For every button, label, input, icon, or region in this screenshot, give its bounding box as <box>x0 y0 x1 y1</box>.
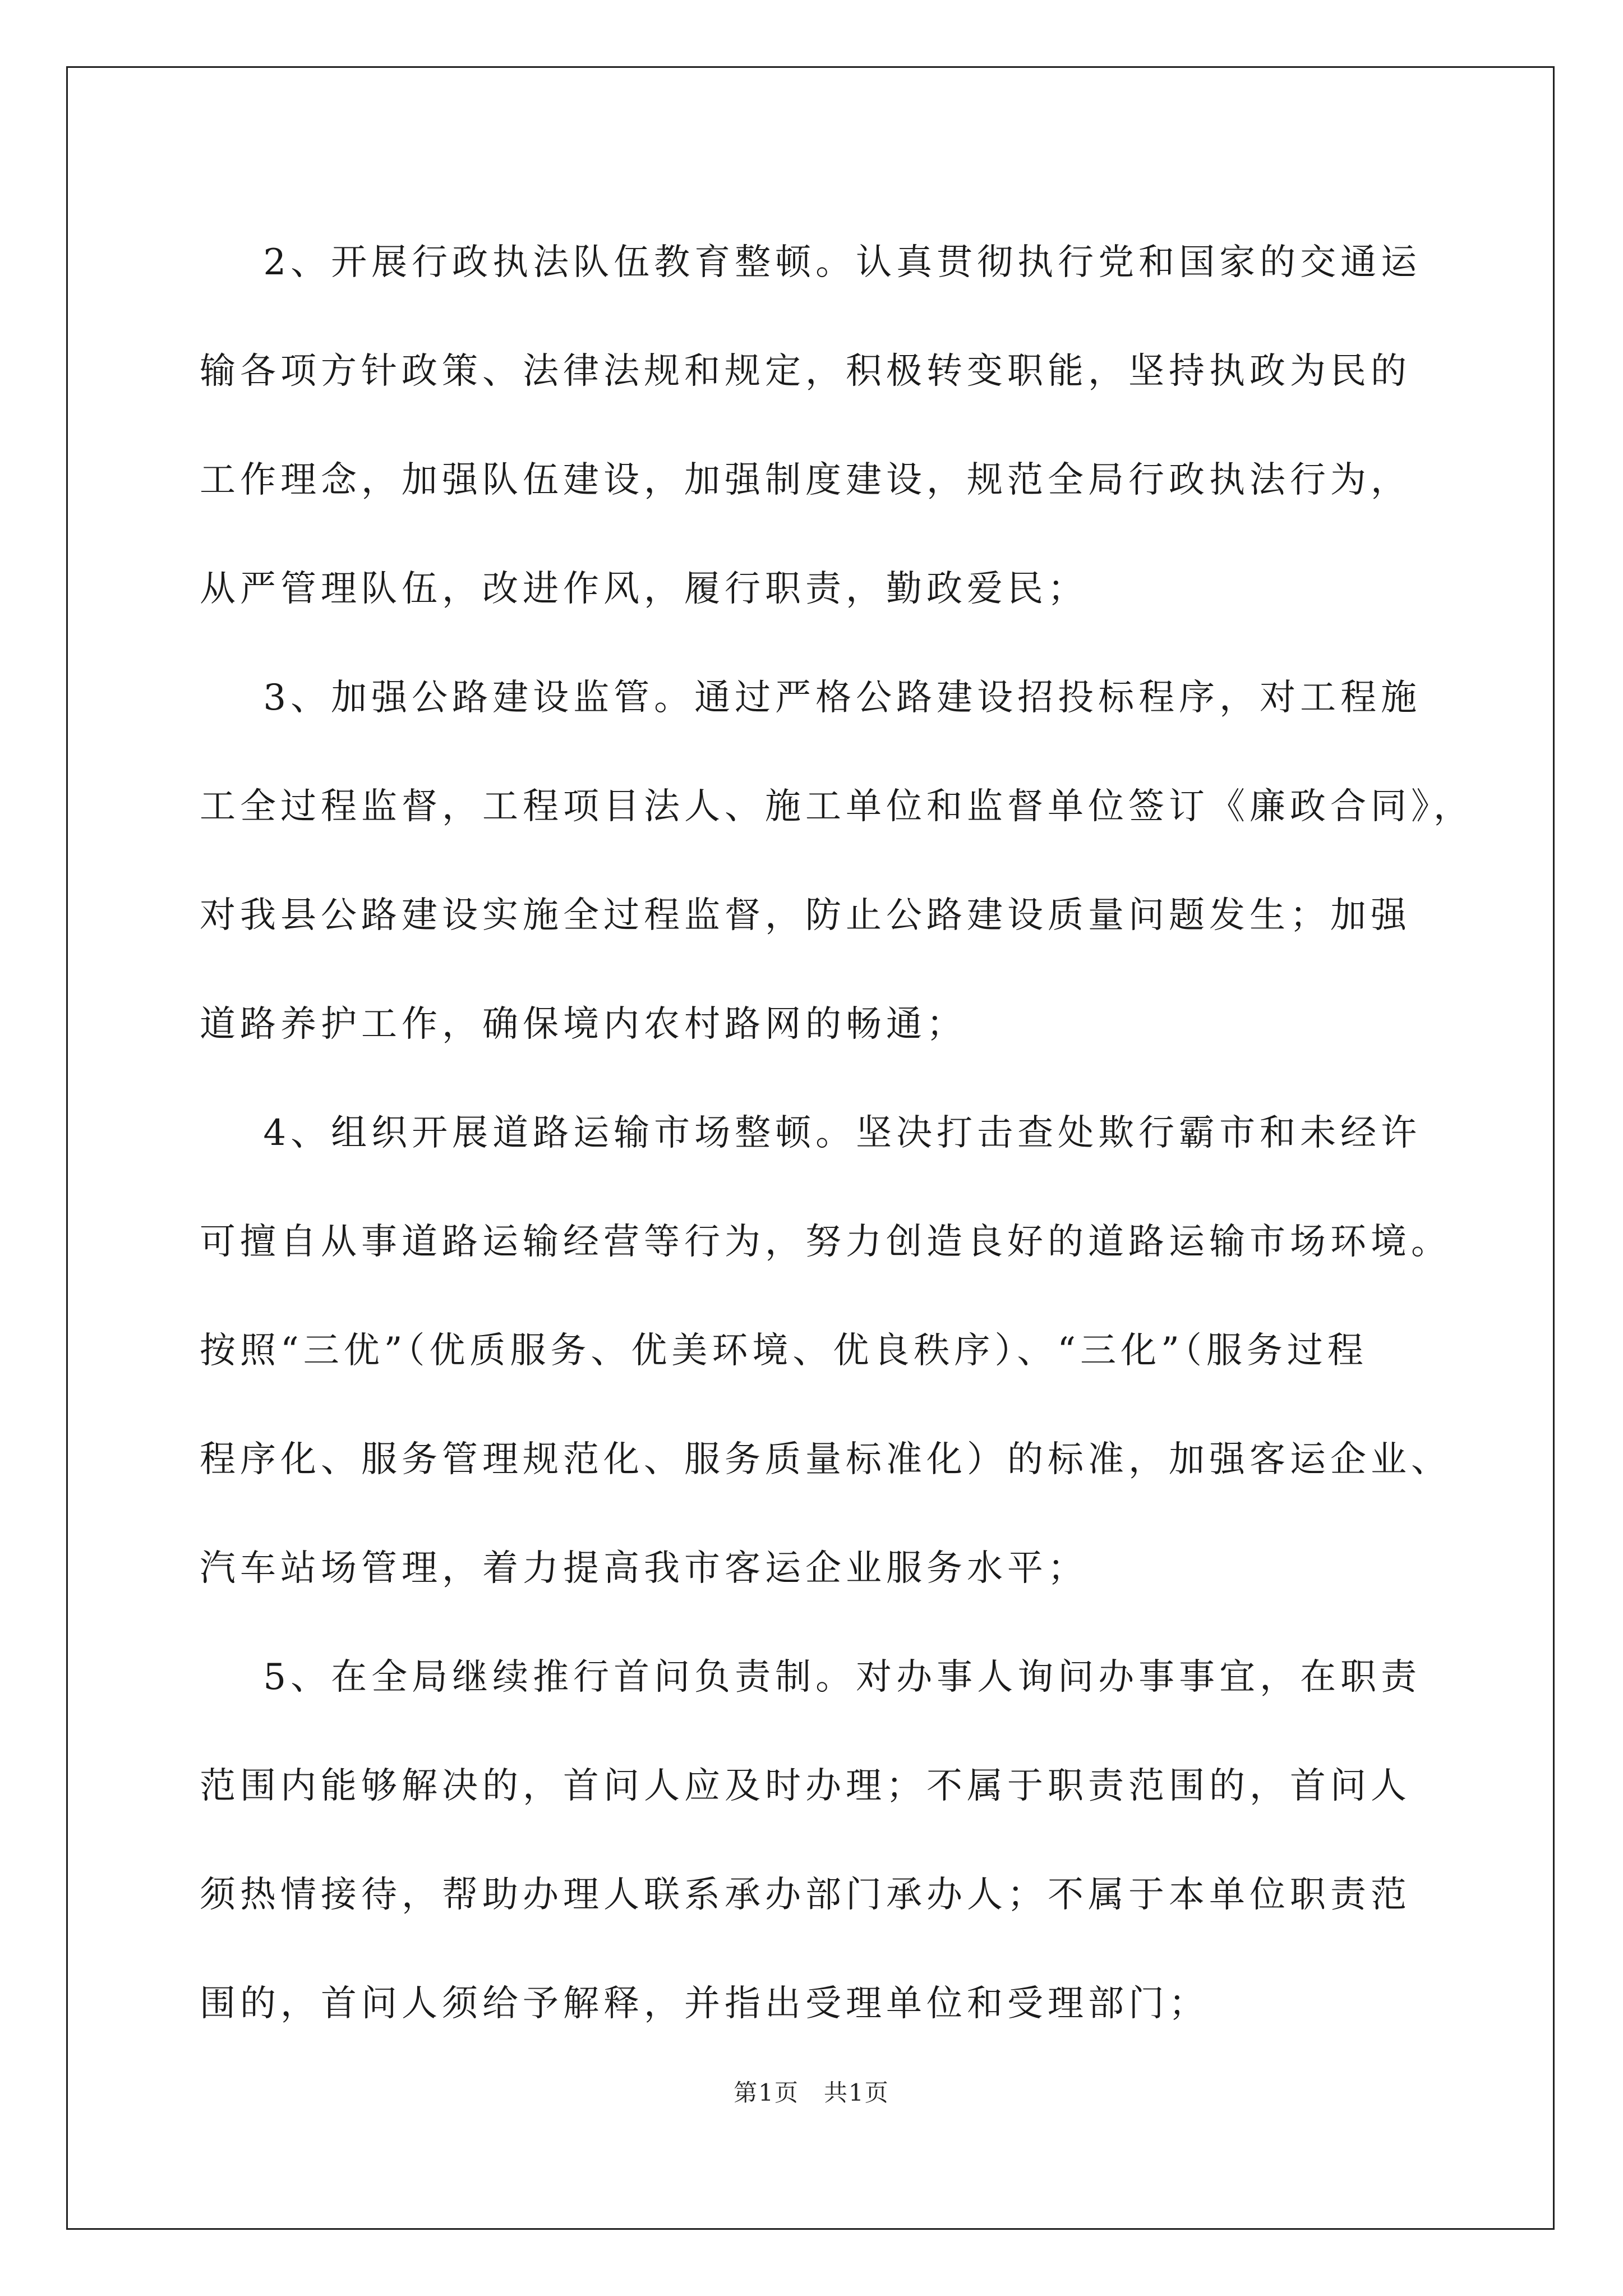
text-line: 汽车站场管理，着力提高我市客运企业服务水平； <box>200 1548 1088 1589</box>
text-line: 程序化、服务管理规范化、服务质量标准化）的标准，加强客运企业、 <box>200 1439 1451 1480</box>
text-line: 5、在全局继续推行首问负责制。对办事人询问办事事宜，在职责 <box>200 1657 1422 1698</box>
text-line: 对我县公路建设实施全过程监督，防止公路建设质量问题发生；加强 <box>200 895 1411 936</box>
text-line: 输各项方针政策、法律法规和规定，积极转变职能，坚持执政为民的 <box>200 351 1411 392</box>
text-line: 从严管理队伍，改进作风，履行职责，勤政爱民； <box>200 568 1088 610</box>
text-line: 工作理念，加强队伍建设，加强制度建设，规范全局行政执法行为， <box>200 459 1411 501</box>
page-footer <box>0 2074 1623 2108</box>
text-line: 3、加强公路建设监管。通过严格公路建设招投标程序，对工程施 <box>200 677 1422 719</box>
document-body <box>200 208 1484 2058</box>
text-line: 道路养护工作，确保境内农村路网的畅通； <box>200 1004 967 1045</box>
text-line: 4、组织开展道路运输市场整顿。坚决打击查处欺行霸市和未经许 <box>200 1112 1422 1154</box>
page-number-current: 第1页 <box>734 2079 799 2106</box>
text-line: 范围内能够解决的，首问人应及时办理；不属于职责范围的，首问人 <box>200 1765 1411 1807</box>
page-number-total: 共1页 <box>824 2079 889 2106</box>
text-line: 可擅自从事道路运输经营等行为，努力创造良好的道路运输市场环境。 <box>200 1221 1451 1263</box>
text-line: 按照“三优”（优质服务、优美环境、优良秩序）、“三化”（服务过程 <box>200 1330 1368 1372</box>
text-line: 围的，首问人须给予解释，并指出受理单位和受理部门； <box>200 1983 1209 2024</box>
text-line: 2、开展行政执法队伍教育整顿。认真贯彻执行党和国家的交通运 <box>200 242 1422 283</box>
text-line: 工全过程监督，工程项目法人、施工单位和监督单位签订《廉政合同》， <box>200 786 1474 827</box>
text-line: 须热情接待，帮助办理人联系承办部门承办人；不属于本单位职责范 <box>200 1874 1411 1916</box>
